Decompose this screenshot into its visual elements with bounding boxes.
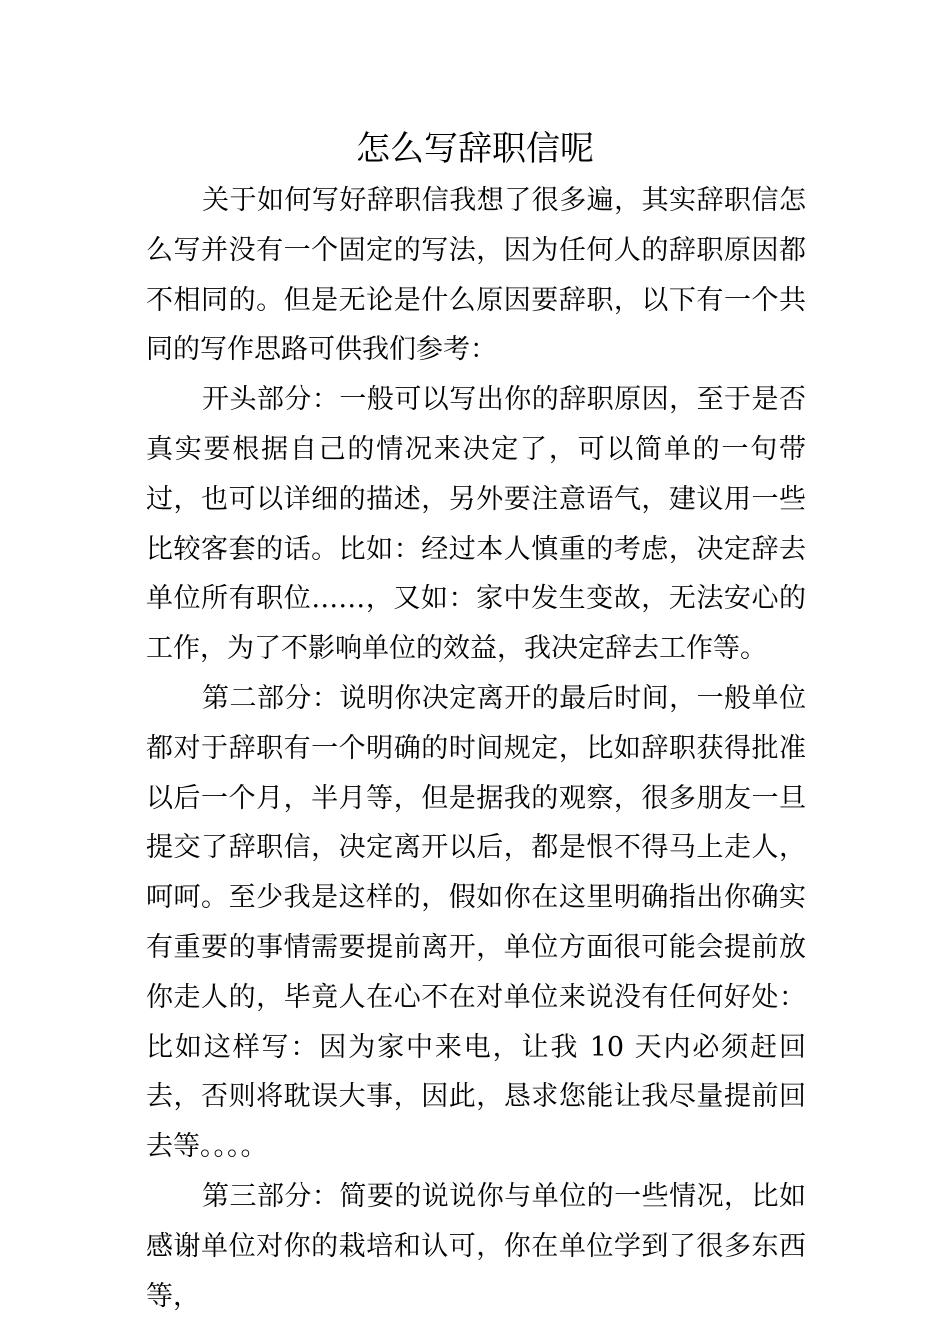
paragraph-intro: 关于如何写好辞职信我想了很多遍，其实辞职信怎么写并没有一个固定的写法，因为任何人的辞职原因都不相同的。但是无论是什么原因要辞职，以下有一个共同的写作思路可供我们参考： (146, 185, 806, 366)
document-title: 怎么写辞职信呢 (356, 129, 594, 169)
paragraph-opening-part: 开头部分：一般可以写出你的辞职原因，至于是否真实要根据自己的情况来决定了，可以简单的一句带过，也可以详细的描述，另外要注意语气，建议用一些比较客套的话。比如：经过本人慎重的考虑，决定辞去单位所有职位……，又如：家中发生变故，无法安心的工作，为了不影响单位的效益，我决定辞去工作等。 (146, 384, 806, 665)
document-body (146, 176, 806, 1321)
paragraph-second-part: 第二部分：说明你决定离开的最后时间，一般单位都对于辞职有一个明确的时间规定，比如辞职获得批准以后一个月，半月等，但是据我的观察，很多朋友一旦提交了辞职信，决定离开以后，都是恨不得马上走人，呵呵。至少我是这样的，假如你在这里明确指出你确实有重要的事情需要提前离开，单位方面很可能会提前放你走人的，毕竟人在心不在对单位来说没有任何好处：比如这样写：因为家中来电，让我 10 天内必须赶回去，否则将耽误大事，因此，恳求您能让我尽量提前回去等。。。。 (146, 682, 806, 1163)
paragraph-third-part: 第三部分：简要的说说你与单位的一些情况，比如感谢单位对你的栽培和认可，你在单位学到了很多东西等， (146, 1180, 806, 1312)
